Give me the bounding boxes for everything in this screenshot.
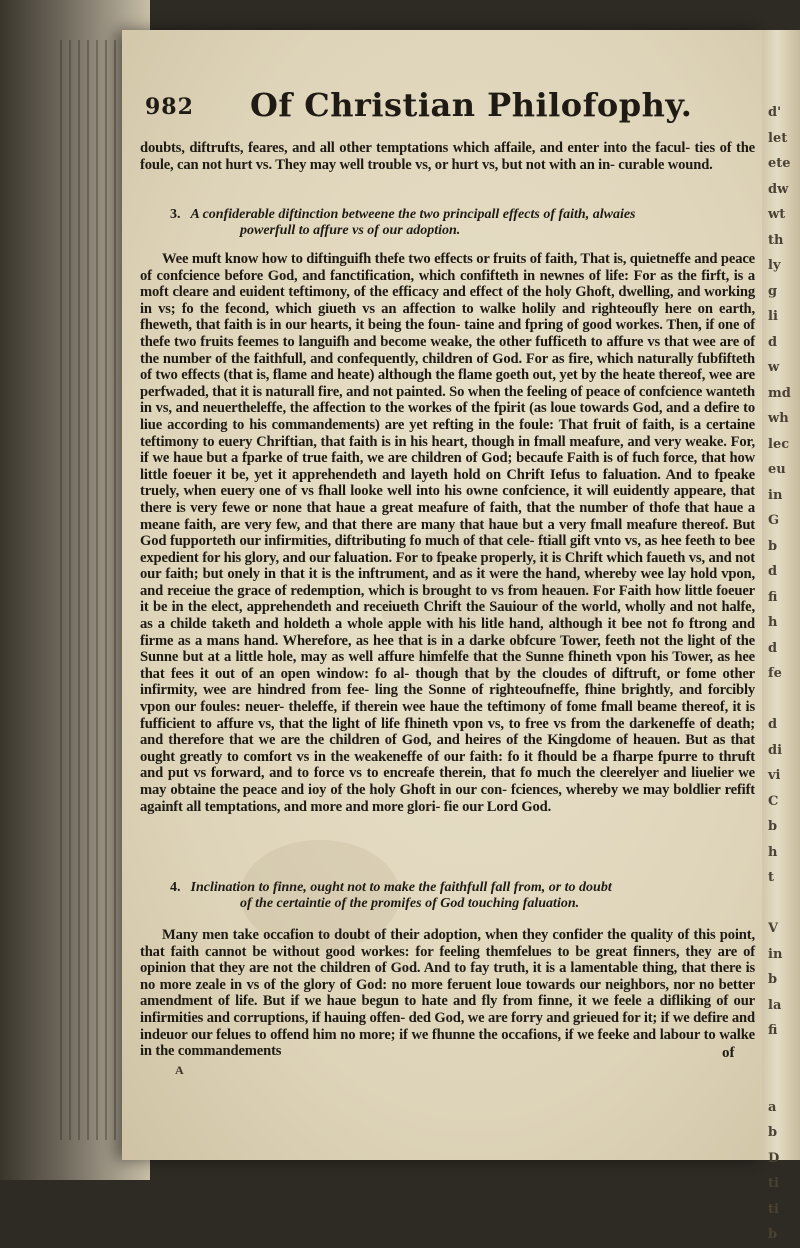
heading-line: of the certaintie of the promifes of God touching faluation. — [240, 896, 580, 911]
heading-line: powerfull to affure vs of our adoption. — [240, 223, 461, 238]
intro-text: doubts, diftrufts, feares, and all other temptations which affaile, and enter into the facul- ties of the foule, can not hurt vs. They may well trouble vs, or hurt vs, but not with an in- curable wound. — [140, 140, 755, 173]
facing-page-edge — [762, 30, 800, 1242]
body-paragraph — [140, 927, 755, 1060]
paragraph-text: Wee muft know how to diftinguifh thefe two effects or fruits of faith, That is, quietneffe and peace of confcience before God, and fanctification, which confifteth in newnes of life: For as the firft, is a moft cleare and euident teftimony, of the efficacy and effect of the holy Ghoft, dwelling, and working in vs; fo the fecond, which giueth vs an affection to walke holily and righteoufly here on earth, fheweth, that faith is in our hearts, it being the foun- taine and fpring of good workes. Then, if one of thefe two fruits feemes to languifh and become weake, the other fufficeth to affure vs that wee are of the number of the faithfull, and confequently, children of God. For as fire, which naturally fubfifteth of two effects (that is, flame and heate) although the flame goeth out, yet by the heate thereof, wee are perfwaded, that it is naturall fire, and not painted. So when the feeling of peace of confcience wanteth in vs, and neuertheleffe, the affection to the workes of the fpirit (as loue towards God, and a defire to liue according to his commandements) are yet refting in the foule: That fruit of faith, is a certaine teftimony to euery Chriftian, that faith is in his heart, though in fmall meafure, and very weake. For, if we haue but a fparke of true faith, we are children of God; becaufe Faith is of fuch force, that how little foeuer it be, yet it apprehendeth and layeth hold on Chrift Iefus to faluation. And to fpeake truely, when euery one of vs fhall looke well into his owne confcience, it will euidently appeare, that there is very fewe or none that haue a great meafure of faith, that the number of thofe that haue a meane faith, are very few, and that there are many that haue but a very fmall meafure thereof. But God fupporteth our infirmities, diftributing fo much of that cele- ftiall gift vnto vs, as hee feeth to bee expedient for his glory, and our faluation. For to fpeake properly, it is Chrift which faueth vs, and not our faith; but onely in that it is the inftrument, and as it were the hand, whereby wee lay hold vpon, and receiue the grace of redemption, which is brought to vs from heauen. For Faith how little foeuer it be in the elect, apprehendeth and receiueth Chrift the Sauiour of the world, wholly and not halfe, as a childe taketh and holdeth a whole apple with his litle hand, although it bee not fo ftrong and firme as a mans hand. Wherefore, as hee that is in a darke obfcure Tower, feeth not the light of the Sunne but at a little hole, may as well affure himfelfe that the Sunne fhineth vpon his Tower, as hee that fees it out of an open window: fo al- though that by the cloudes of diftruft, or fome other infirmity, wee are hindred from fee- ling the Sonne of righteoufneffe, fhine brightly, and forcibly vpon our foules: neuer- theleffe, if therein wee haue the teftimony of fome fmall beame thereof, it is fufficient to affure vs, that the light of life fhineth vpon vs, to free vs from the darkeneffe of death; and therefore that we are the children of God, and heires of the Kingdome of heauen. But as that ought greatly to comfort vs in the weakeneffe of our faith: fo it fhould be a fharpe fpurre to thruft and put vs forward, and to force vs to encreafe therein, that fo much the cleerelyer and liuelier we may obtaine the peace and ioy of the holy Ghoft in our con- fciences, whereby we may boldlier refift againft all temptations, and more and more glori- fie our Lord God. — [140, 251, 755, 815]
intro-paragraph — [140, 140, 755, 173]
section-number: 4. — [170, 880, 181, 895]
heading-line: Inclination to finne, ought not to make the faithfull fall from, or to doubt — [190, 880, 612, 895]
heading-line: A confiderable diftinction betweene the two principall effects of faith, alwaies — [190, 207, 636, 222]
facing-page-bleed-text: d' let ete dw wt th ly g li d w md wh lec eu in G b d fi h d fe d di vi C b h t V in b la fi a b D ti ti b — [768, 105, 791, 1242]
section-heading-4 — [170, 880, 730, 912]
running-header — [145, 86, 755, 132]
paragraph-text: Many men take occafion to doubt of their adoption, when they confider the quality of this point, that faith cannot be without good workes: for feeling themfelues to be great finners, they are of opinion that they are not the children of God. And to fay truth, it is a lamentable thing, that there is no more zeale in vs of the glory of God: no more feruent loue towards our neighbors, nor no better amendment of life. But if we haue begun to hate and fly from finne, it we feele a difliking of our infirmities and corruptions, if hauing offen- ded God, we are forry and grieued for it; if we defire and indeuor our felues to offend him no more; if we fhunne the occafions, if we feeke and labour to walke in the commandements — [140, 927, 755, 1060]
section-heading-3 — [170, 207, 730, 239]
catchword: of — [722, 1045, 735, 1061]
signature-mark: A — [175, 1063, 184, 1077]
gutter-page-edges — [60, 40, 130, 1140]
section-number: 3. — [170, 207, 181, 222]
running-title: Of Christian Philofophy. — [250, 86, 693, 124]
body-paragraph — [140, 251, 755, 815]
page-number: 982 — [145, 94, 194, 120]
